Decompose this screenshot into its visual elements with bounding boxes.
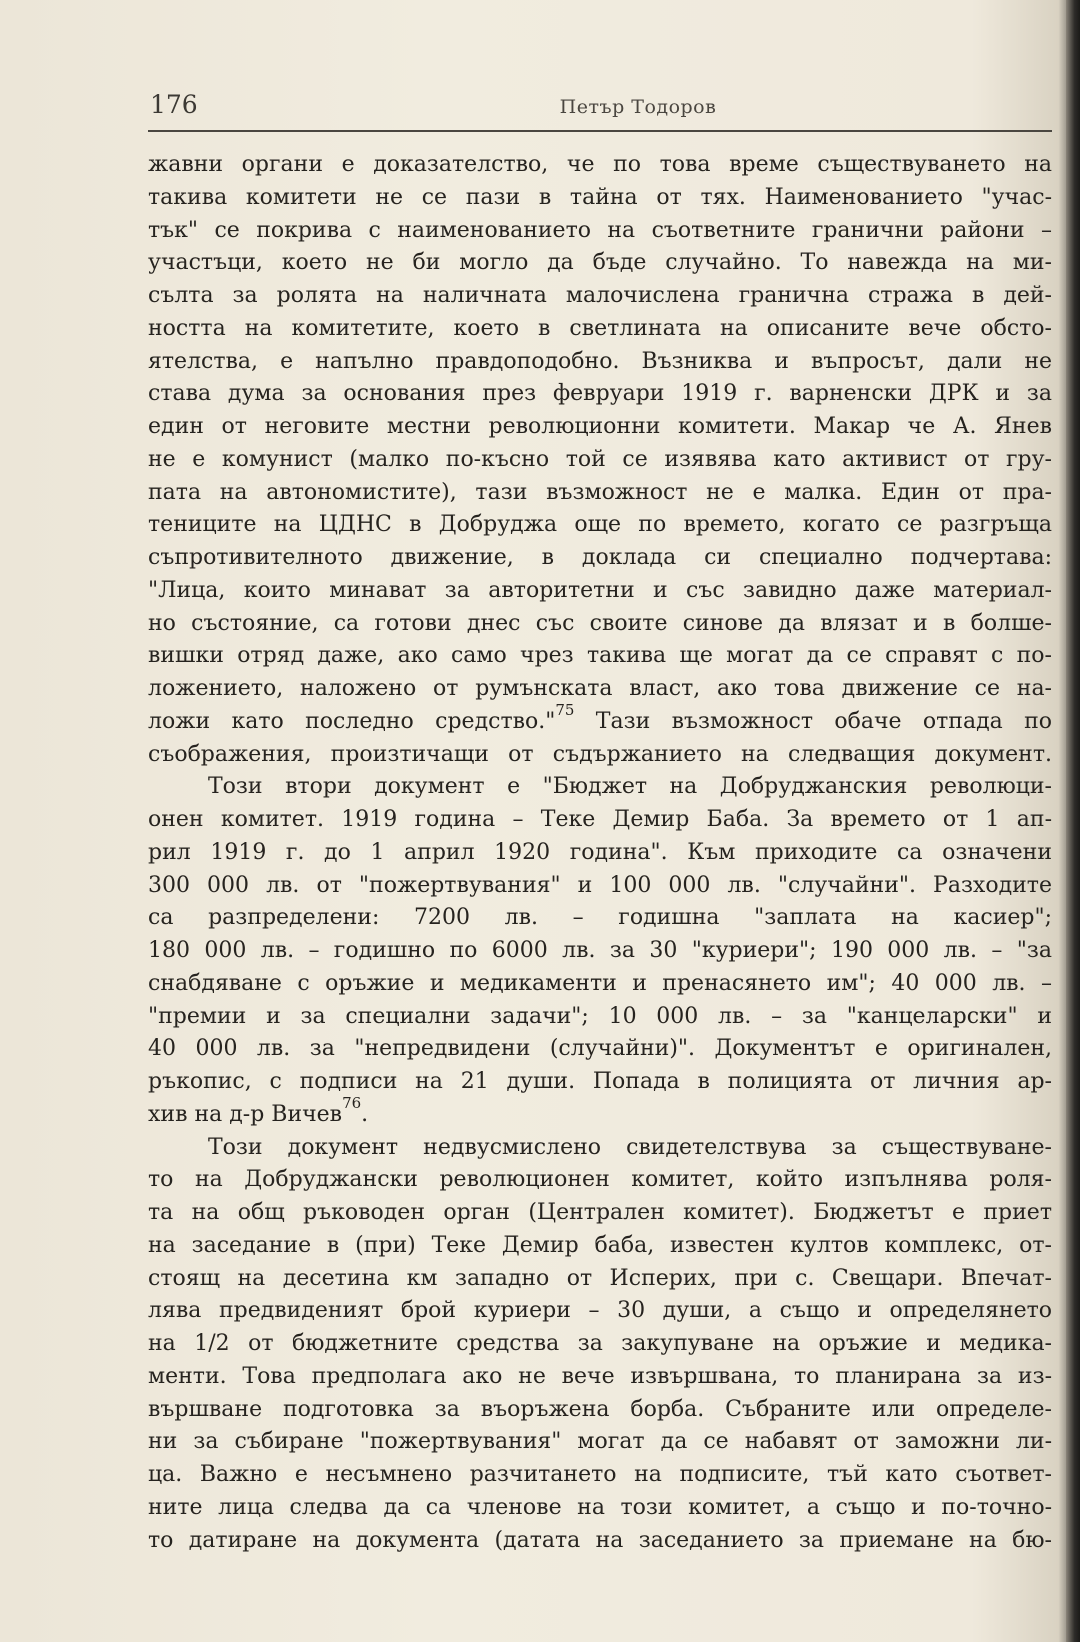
text-line-content: тениците на ЦДНС в Добруджа още по времето, когато се разгръща [148,512,1052,538]
text-line-content: ятелства, е напълно правдоподобно. Възниква и въпросът, дали не [148,348,1052,374]
text-line-content: ложи като последно средство." [148,708,556,734]
text-line-content: са разпределени: 7200 лв. – годишна "заплата на касиер"; [148,905,1052,931]
text-line-content: пата на автономистите), тази възможност не е малка. Един от пра- [148,479,1052,505]
page-header [148,88,1052,128]
text-line-content: но състояние, са готови днес със своите синове да влязат и в болше- [148,610,1052,636]
text-line-content: то на Добруджански революционен комитет, който изпълнява роля- [148,1167,1052,1193]
text-line [148,1197,1052,1230]
text-line-content: на заседание в (при) Теке Демир баба, известен култов комплекс, от- [148,1232,1052,1258]
header-rule [148,130,1052,132]
text-line [148,149,1052,182]
text-line-content: Този втори документ е "Бюджет на Добруджанския революци- [208,774,1052,800]
text-line [148,1295,1052,1328]
text-line-content: такива комитети не се пази в тайна от тях. Наименованието "учас- [148,184,1052,210]
running-head: Петър Тодоров [559,96,717,118]
text-line [148,1459,1052,1492]
text-line [148,870,1052,903]
text-line [148,1066,1052,1099]
text-line-content: съображения, произтичащи от съдържанието на следващия документ. [148,741,1052,767]
text-line-content: снабдяване с оръжие и медикаменти и пренасянето им"; 40 000 лв. – [148,970,1052,996]
text-line-content: не е комунист (малко по-късно той се изявява като активист от гру- [148,446,1052,472]
text-line-continuation: Тази възможност обаче отпада по [574,708,1052,734]
text-line-content: ръкопис, с подписи на 21 души. Попада в полицията от личния ар- [148,1069,1052,1094]
text-line [148,1230,1052,1263]
text-line [148,640,1052,673]
text-line-content: съпротивителното движение, в доклада си специално подчертава: [148,545,1052,570]
text-line [148,1033,1052,1066]
text-line [148,804,1052,837]
text-line [148,346,1052,379]
text-line-content: лява предвиденият брой куриери – 30 души, а също и определянето [148,1298,1052,1324]
text-line [148,247,1052,280]
text-line [148,477,1052,510]
text-line-content: 180 000 лв. – годишно по 6000 лв. за 30 "куриери"; 190 000 лв. – "за [148,938,1052,963]
text-line-content: вършване подготовка за въоръжена борба. Събраните или определе- [148,1396,1052,1422]
text-line-content: ца. Важно е несъмнено разчитането на подписите, тъй като съответ- [148,1462,1052,1487]
text-line-content: стоящ на десетина км западно от Исперих, при с. Свещари. Впечат- [148,1265,1052,1291]
text-line [148,542,1052,575]
text-line [148,575,1052,608]
text-line-content: онен комитет. 1919 година – Теке Демир Баба. За времето от 1 ап- [148,807,1052,832]
text-line [148,182,1052,215]
text-line [148,902,1052,935]
text-line [148,444,1052,477]
text-line-content: жавни органи е доказателство, че по това време съществуването на [148,152,1052,177]
text-line [148,378,1052,411]
text-line [148,935,1052,968]
body-text [148,149,1052,1557]
text-line [148,1426,1052,1459]
text-line [148,1525,1052,1558]
text-line [148,280,1052,313]
text-line-content: рил 1919 г. до 1 април 1920 година". Към приходите са означени [148,839,1052,865]
text-line [148,509,1052,542]
text-line [148,1094,1052,1132]
footnote-marker: 75 [555,701,575,720]
text-line-content: става дума за основания през февруари 1919 г. варненски ДРК и за [148,381,1052,407]
text-line-content: "Лица, които минават за авторитетни и със завидно даже материал- [148,577,1052,603]
text-line-content: ността на комитетите, което в светлината на описаните вече обсто- [148,315,1052,341]
text-line-content: хив на д-р Вичев [148,1101,343,1127]
footnote-marker: 76 [342,1094,362,1113]
text-line [148,1001,1052,1034]
text-line-content: ложението, наложено от румънската власт, ако това движение се на- [148,676,1052,701]
text-line-content: "премии и за специални задачи"; 10 000 лв. – за "канцеларски" и [148,1003,1052,1029]
text-line-content: на 1/2 от бюджетните средства за закупуване на оръжие и медика- [148,1331,1052,1356]
text-line-content: 40 000 лв. за "непредвидени (случайни)". Документът е оригинален, [148,1036,1052,1062]
text-line-content: тък" се покрива с наименованието на съответните гранични райони – [148,217,1052,243]
text-line [148,313,1052,346]
text-line-content: то датиране на документа (датата на заседанието за приемане на бю- [148,1527,1052,1553]
text-line-content: сълта за ролята на наличната малочислена гранична стража в дей- [148,283,1052,308]
text-line [148,1132,1052,1165]
text-line [148,608,1052,641]
text-line [148,1361,1052,1394]
text-line-content: 300 000 лв. от "пожертвувания" и 100 000 лв. "случайни". Разходите [148,872,1052,898]
page-edge-shadow [1066,0,1080,1642]
text-line [148,1394,1052,1427]
text-line-content: вишки отряд даже, ако само чрез такива ще могат да се справят с по- [148,643,1052,669]
page-number: 176 [150,90,198,119]
text-line-content: менти. Това предполага ако не вече извършвана, то планирана за из- [148,1363,1052,1389]
text-line [148,1263,1052,1296]
text-line [148,215,1052,248]
text-line [148,673,1052,706]
text-line-content: ните лица следва да са членове на този комитет, а също и по-точно- [148,1494,1052,1520]
text-line [148,771,1052,804]
text-line-content: та на общ ръководен орган (Централен комитет). Бюджетът е приет [148,1200,1052,1225]
text-line-content: Този документ недвусмислено свидетелствува за съществуване- [208,1134,1052,1160]
text-line [148,739,1052,772]
text-line-content: участъци, което не би могло да бъде случайно. То навежда на ми- [148,250,1052,276]
text-line [148,837,1052,870]
text-line [148,411,1052,444]
text-line-content: един от неговите местни революционни комитети. Макар че А. Янев [148,414,1052,439]
text-line [148,968,1052,1001]
text-line [148,701,1052,739]
text-line-continuation: . [361,1101,369,1127]
text-line-content: ни за събиране "пожертвувания" могат да се набавят от заможни ли- [148,1429,1052,1455]
text-line [148,1492,1052,1525]
text-line [148,1164,1052,1197]
text-line [148,1328,1052,1361]
